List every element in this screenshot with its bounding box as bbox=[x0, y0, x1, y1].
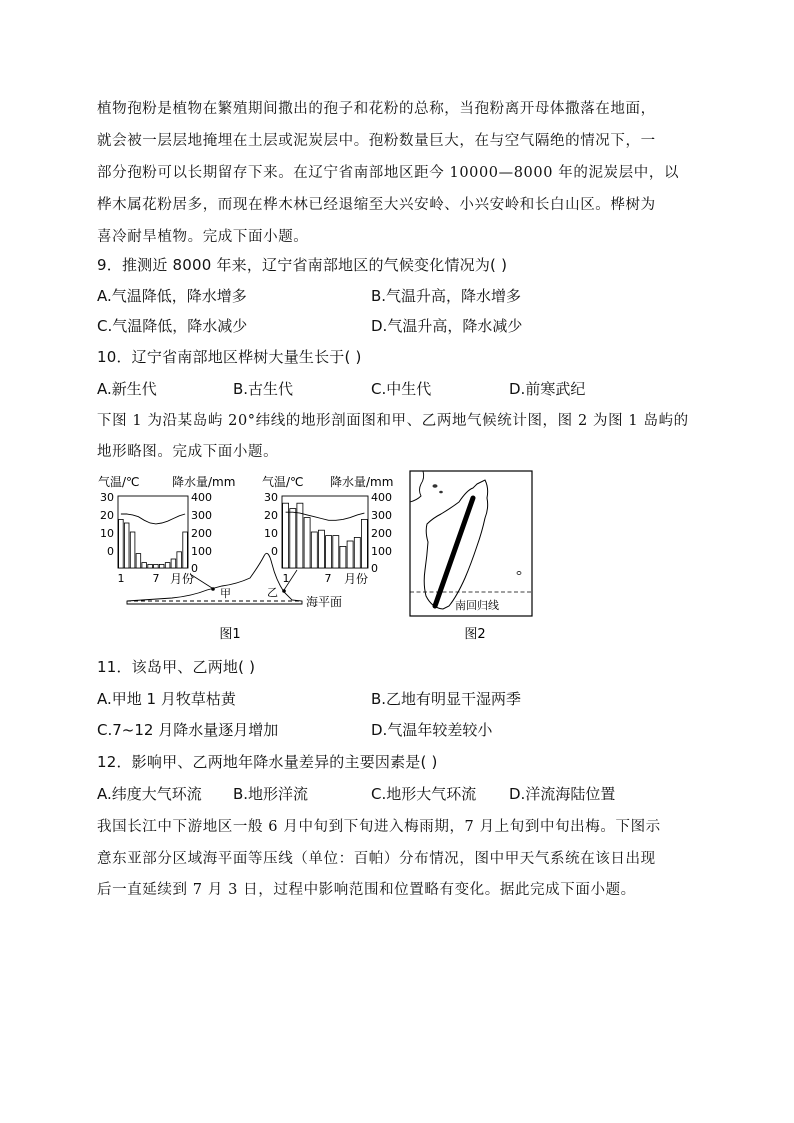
precip-bar bbox=[136, 554, 141, 568]
passage1-line: 就会被一层层地掩埋在土层或泥炭层中。孢粉数量巨大，在与空气隔绝的情况下，一 bbox=[97, 133, 656, 149]
precip-bar bbox=[148, 564, 153, 568]
right-precip-tick: 200 bbox=[371, 527, 392, 540]
left-temp-tick: 30 bbox=[100, 491, 114, 504]
q11-option-b[interactable]: B.乙地有明显干湿两季 bbox=[371, 690, 522, 708]
point-yi-marker bbox=[282, 589, 286, 593]
right-temp-tick: 0 bbox=[271, 545, 278, 558]
left-precip-tick: 300 bbox=[191, 509, 212, 522]
q9-option-b[interactable]: B.气温升高，降水增多 bbox=[371, 287, 522, 305]
left-precip-axis-label: 降水量/mm bbox=[172, 475, 236, 489]
precip-bar bbox=[333, 536, 339, 568]
right-precip-tick: 300 bbox=[371, 509, 392, 522]
left-month-label: 月份 bbox=[170, 572, 195, 586]
left-precip-tick: 100 bbox=[191, 545, 212, 558]
passage1-line: 桦木属花粉居多，而现在桦木林已经退缩至大兴安岭、小兴安岭和长白山区。桦树为 bbox=[97, 197, 656, 213]
right-temp-tick: 30 bbox=[264, 491, 278, 504]
passage1-line: 部分孢粉可以长期留存下来。在辽宁省南部地区距今 10000—8000 年的泥炭层中，以 bbox=[97, 165, 680, 181]
q12-option-c[interactable]: C.地形大气环流 bbox=[371, 785, 477, 803]
right-temp-tick: 20 bbox=[264, 509, 278, 522]
precip-bar bbox=[354, 537, 360, 568]
precip-bar bbox=[124, 523, 129, 568]
q10-option-b[interactable]: B.古生代 bbox=[233, 380, 294, 398]
small-island bbox=[517, 572, 521, 575]
passage2-line: 地形略图。完成下面小题。 bbox=[97, 444, 279, 460]
precip-bar bbox=[154, 564, 159, 568]
passage1-line: 植物孢粉是植物在繁殖期间撒出的孢子和花粉的总称，当孢粉离开母体撒落在地面， bbox=[97, 101, 656, 117]
precip-bar bbox=[304, 518, 310, 568]
precip-bar bbox=[183, 532, 188, 568]
left-temp-tick: 10 bbox=[100, 527, 114, 540]
point-jia-marker bbox=[211, 587, 215, 591]
right-month-tick: 7 bbox=[324, 572, 332, 585]
passage3-line: 后一直延续到 7 月 3 日，过程中影响范围和位置略有变化。据此完成下面小题。 bbox=[97, 882, 636, 898]
question-11-stem: 11．该岛甲、乙两地( ) bbox=[97, 658, 256, 676]
precip-bar bbox=[340, 546, 346, 568]
small-island bbox=[439, 491, 443, 494]
figure1 bbox=[92, 468, 407, 648]
right-month-label: 月份 bbox=[344, 572, 369, 586]
question-10-stem: 10．辽宁省南部地区桦树大量生长于( ) bbox=[97, 348, 362, 366]
q9-option-a[interactable]: A.气温降低，降水增多 bbox=[97, 287, 247, 305]
figure1-caption: 图1 bbox=[219, 627, 241, 642]
left-temp-tick: 0 bbox=[107, 545, 114, 558]
passage3-line: 意东亚部分区域海平面等压线（单位：百帕）分布情况，图中甲天气系统在该日出现 bbox=[97, 851, 656, 867]
left-precip-tick: 0 bbox=[191, 562, 198, 575]
q9-option-c[interactable]: C.气温降低，降水减少 bbox=[97, 317, 248, 335]
left-precip-bars bbox=[119, 519, 188, 568]
precip-bar bbox=[326, 536, 332, 568]
precip-bar bbox=[283, 503, 289, 568]
precip-bar bbox=[159, 564, 164, 568]
question-9-stem: 9．推测近 8000 年来，辽宁省南部地区的气候变化情况为( ) bbox=[97, 256, 508, 274]
q11-option-c[interactable]: C.7~12 月降水量逐月增加 bbox=[97, 721, 279, 739]
precip-bar bbox=[171, 559, 176, 568]
right-precip-axis-label: 降水量/mm bbox=[330, 475, 394, 489]
precip-bar bbox=[290, 509, 296, 568]
q12-option-d[interactable]: D.洋流海陆位置 bbox=[509, 785, 616, 803]
precip-bar bbox=[311, 532, 317, 568]
small-island bbox=[433, 484, 438, 488]
precip-bar bbox=[130, 532, 135, 568]
point-yi-label: 乙 bbox=[267, 586, 278, 599]
precip-bar bbox=[165, 563, 170, 568]
q10-option-c[interactable]: C.中生代 bbox=[371, 380, 432, 398]
precip-bar bbox=[119, 519, 124, 568]
q10-option-a[interactable]: A.新生代 bbox=[97, 380, 157, 398]
right-temp-tick: 10 bbox=[264, 527, 278, 540]
q11-option-a[interactable]: A.甲地 1 月牧草枯黄 bbox=[97, 690, 236, 708]
right-precip-tick: 0 bbox=[371, 562, 378, 575]
question-12-stem: 12．影响甲、乙两地年降水量差异的主要因素是( ) bbox=[97, 753, 438, 771]
passage2-line: 下图 1 为沿某岛屿 20°纬线的地形剖面图和甲、乙两地气候统计图，图 2 为图 1 岛屿的 bbox=[97, 413, 689, 429]
sea-level-label: 海平面 bbox=[306, 595, 343, 609]
q11-option-d[interactable]: D.气温年较差较小 bbox=[371, 721, 493, 739]
q12-option-a[interactable]: A.纬度大气环流 bbox=[97, 785, 202, 803]
q9-option-d[interactable]: D.气温升高，降水减少 bbox=[371, 317, 523, 335]
q10-option-d[interactable]: D.前寒武纪 bbox=[509, 380, 586, 398]
right-month-tick: 1 bbox=[282, 572, 290, 585]
left-temp-axis-label: 气温/℃ bbox=[98, 475, 140, 489]
mainland-coast bbox=[410, 471, 424, 502]
left-month-tick: 7 bbox=[152, 572, 160, 585]
figure2 bbox=[409, 470, 534, 650]
precip-bar bbox=[177, 552, 182, 568]
right-precip-tick: 400 bbox=[371, 491, 392, 504]
right-temp-axis-label: 气温/℃ bbox=[262, 475, 304, 489]
passage1-line: 喜冷耐旱植物。完成下面小题。 bbox=[97, 229, 309, 245]
left-precip-tick: 200 bbox=[191, 527, 212, 540]
precip-bar bbox=[142, 563, 147, 568]
precip-bar bbox=[347, 541, 353, 568]
tropic-label: 南回归线 bbox=[455, 599, 499, 612]
left-precip-tick: 400 bbox=[191, 491, 212, 504]
left-month-tick: 1 bbox=[117, 572, 125, 585]
precip-bar bbox=[318, 530, 324, 568]
left-temp-tick: 20 bbox=[100, 509, 114, 522]
q12-option-b[interactable]: B.地形洋流 bbox=[233, 785, 309, 803]
point-jia-label: 甲 bbox=[220, 587, 231, 600]
passage3-line: 我国长江中下游地区一般 6 月中旬到下旬进入梅雨期，7 月上旬到中旬出梅。下图示 bbox=[97, 819, 661, 835]
figure2-caption: 图2 bbox=[464, 627, 486, 642]
precip-bar bbox=[361, 519, 367, 568]
left-temp-curve bbox=[121, 514, 185, 524]
right-precip-tick: 100 bbox=[371, 545, 392, 558]
